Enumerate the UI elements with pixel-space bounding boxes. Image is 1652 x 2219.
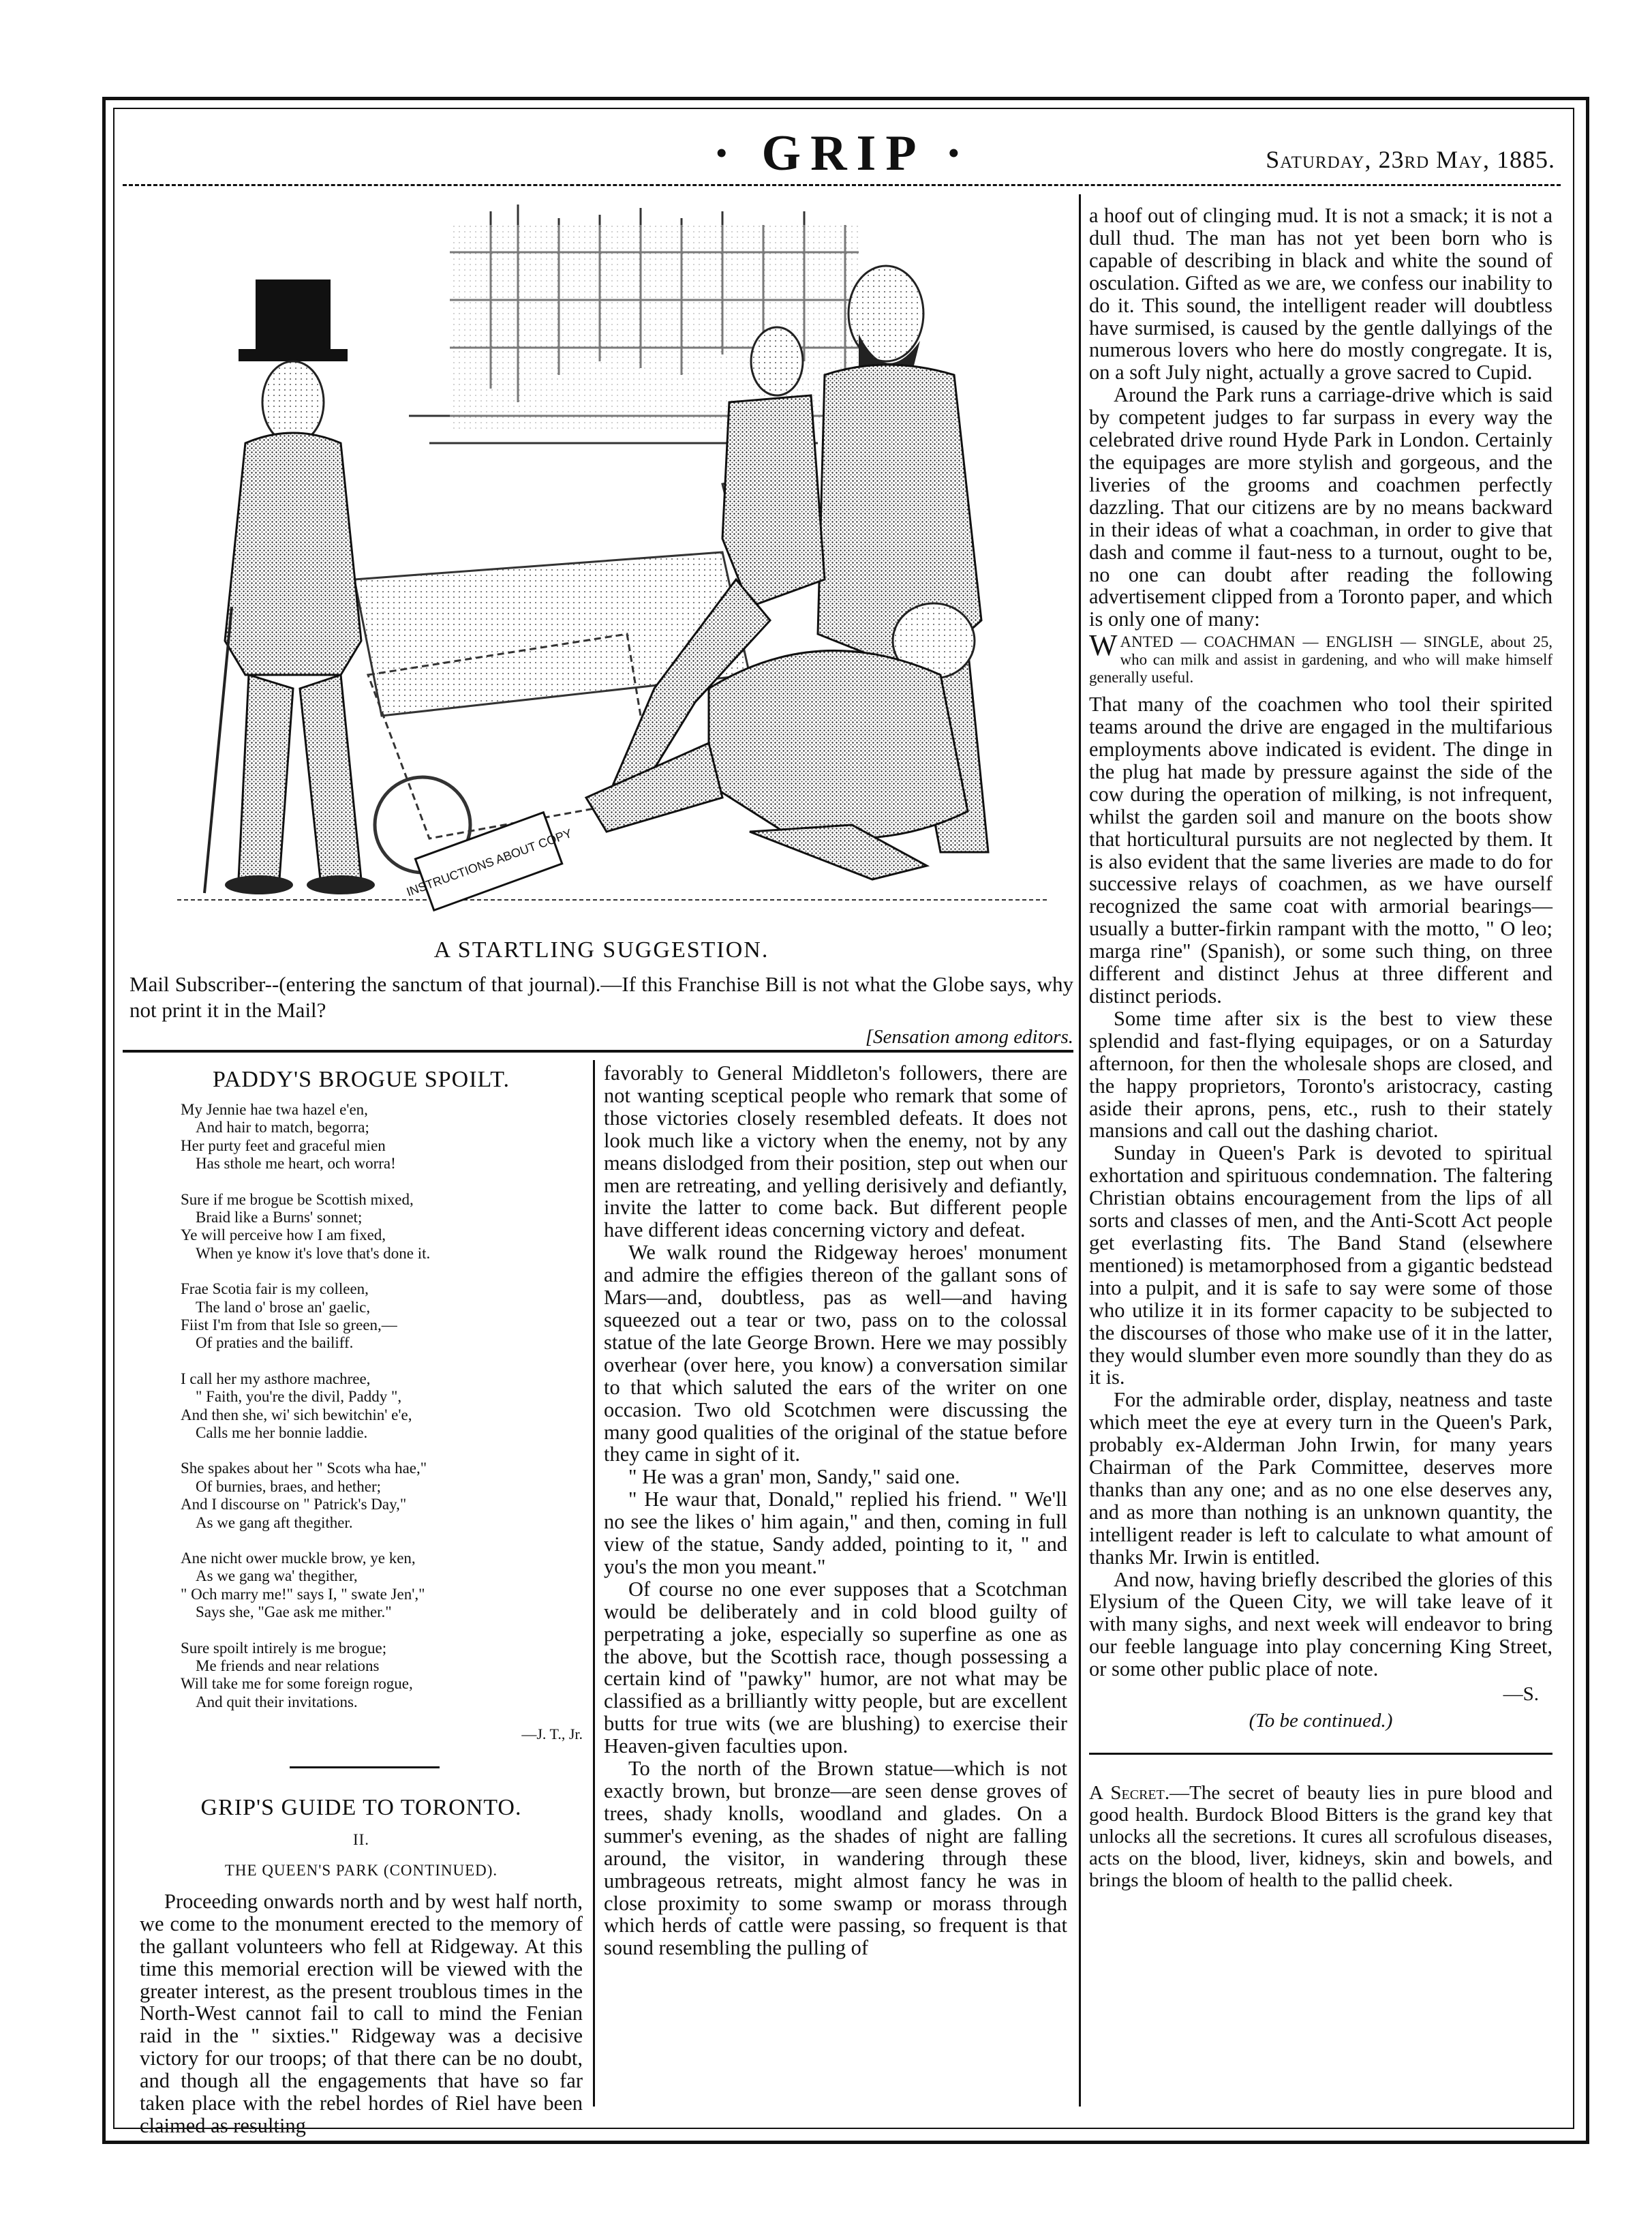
poem-line: Fiist I'm from that Isle so green,— [181,1316,397,1333]
secret-rule [1089,1753,1552,1755]
column-1 [140,1069,583,2137]
paragraph: Proceeding onwards north and by west half north, we come to the monument erected to the memory of the gallant volunteers who fell at Ridgeway. At this time this memorial erection will be viewed with the greater interest, as the present troublous times in the North-West cannot fail to call to mind the Fenian raid in the " sixties." Ridgeway was a decisive victory for our troops; of that there can be no doubt, and though all the engagements that have so far taken place with the rebel hordes of Riel have been claimed as resulting [140,1889,583,2137]
coachman-advertisement [1089,629,1552,686]
column-3 [1089,205,1552,1891]
paragraph: Some time after six is the best to view these splendid and fast-flying equipages, or on a Saturday afternoon, for then the wholesale shops are closed, and the happy proprietors, Toronto's aristocracy, casting aside their aprons, pens, etc., rush to their stately mansions and call out the dashing chariot. [1089,1006,1552,1143]
paragraph: favorably to General Middleton's followers, there are not wanting sceptical people who remark that some of those victories closely resembled defeats. It does not look much like a victory when the enemy, not by any means dislodged from their position, step out when our men are retreating, and yelling derisively and defiantly, invite the latter to come back. But different people have different ideas concerning victory and defeat. [604,1061,1067,1242]
poem-line: " Faith, you're the divil, Paddy ", [196,1388,402,1406]
poem-line: Of burnies, braes, and hether; [196,1477,382,1495]
guide-signature: —S. [1503,1683,1539,1706]
poem-stanza [181,1191,583,1263]
secret-lead: A Secret. [1089,1781,1170,1804]
column-2 [604,1062,1067,1959]
paragraph: Around the Park runs a carriage-drive which is said by competent judges to far surpass in every way the celebrated drive round Hyde Park in London. Certainly the equipages are more stylish and gorgeous, and the liveries of the grooms and coachmen perfectly dazzling. That our citizens are by no means backward in their ideas of what a coachman, in order to give that dash and comme il faut-ness to a turnout, ought to be, no one can doubt after reading the following advertisement clipped from a Toronto paper, and which is only one of many: [1089,383,1552,631]
poem-line: Sure spoilt intirely is me brogue; [181,1639,387,1657]
to-be-continued: (To be continued.) [1249,1710,1393,1732]
masthead-title: · GRIP · [713,125,972,181]
poem-line: And I discourse on " Patrick's Day," [181,1496,407,1513]
poem-line: I call her my asthore machree, [181,1370,371,1387]
cartoon-text: Mail Subscriber--(entering the sanctum of that journal).—If this Franchise Bill is not what the Globe says, why not print it in the Mail? [129,972,1073,1022]
poem-end-rule [290,1766,440,1768]
poem-line: Frae Scotia fair is my colleen, [181,1280,369,1298]
poem-body [181,1101,583,1711]
poem-stanza [181,1280,583,1353]
guide-column-2-text [604,1062,1067,1959]
ad-text: ANTED — COACHMAN — ENGLISH — SINGLE, about 25, who can milk and assist in gardening, and who will make himself generally useful. [1089,633,1552,686]
poem-signature: —J. T., Jr. [521,1725,583,1743]
paragraph: That many of the coachmen who tool their spirited teams around the drive are engaged in the multifarious employments above indicated is evident. The dinge in the plug hat made by pressure against the side of the cow during the operation of milking, is not infrequent, whilst the garden soil and manure on the boots show that horticultural pursuits are not neglected by them. It is also evident that the same liveries are made to do for successive relays of coachmen, as we have ourself recognized the same coat with armorial bearings—usually a butter-firkin rampant with the motto, " O leo; marga rine" (Spanish), or some such thing, on three different and distinct Jehus at three different and distinct periods. [1089,693,1552,1008]
poem-line: And hair to match, begorra; [196,1119,369,1136]
poem-stanza [181,1460,583,1532]
cartoon-title: A STARTLING SUGGESTION. [433,937,769,963]
poem-line: Sure if me brogue be Scottish mixed, [181,1190,414,1208]
cartoon-bottom-rule [123,1050,1073,1053]
poem-line: Her purty feet and graceful mien [181,1136,386,1154]
guide-number: II. [352,1831,370,1849]
masthead-date: Saturday, 23rd May, 1885. [1266,146,1555,173]
paragraph: Sunday in Queen's Park is devoted to spiritual exhortation and spirituous condemnation. The faltering Christian obtains encouragement from the lips of all sorts and classes of men, and the Anti-Scott Act people get everlasting fits. The Band Stand (elsewhere mentioned) is metamorphosed from a gigantic bedstead into a pulpit, and it is safe to say were some of those who utilize it in its former capacity to be subjected to the discourses of those who make use of it in the latter, they would slumber even more soundly than they do as it is. [1089,1141,1552,1389]
poem-line: " Och marry me!" says I, " swate Jen'," [181,1585,425,1603]
guide-subtitle: THE QUEEN'S PARK (CONTINUED). [224,1862,498,1879]
paragraph: We walk round the Ridgeway heroes' monument and admire the effigies thereon of the gallant sons of Mars—and, doubtless, pas as well—and having squeezed out a tear or two, pass on to the colossal statue of the late George Brown. Here we may possibly overhear (over here, you know) a conversation similar to that which saluted the ears of the writer on one occasion. Two old Scotchmen were discussing the many good qualities of the original of the statue before they came in sight of it. [604,1241,1067,1466]
poem-stanza [181,1550,583,1622]
masthead-rule [123,184,1561,186]
right-column-divider [1079,194,1081,2107]
poem-line: Of praties and the bailiff. [196,1334,354,1352]
left-column-divider [593,1060,595,2107]
poem-line: And quit their invitations. [196,1693,358,1710]
paragraph: " He waur that, Donald," replied his friend. " We'll no see the likes o' him again," and then, coming in full view of the statue, Sandy added, pointing to it, " and you's the mon you meant." [604,1488,1067,1578]
poem-line: Ye will perceive how I am fixed, [181,1226,386,1244]
poem-stanza [181,1640,583,1712]
cartoon-caption [129,937,1073,1048]
poem-stanza [181,1101,583,1173]
cartoon-credit: [Sensation among editors. [865,1026,1073,1048]
poem-line: Says she, "Gae ask me mither." [196,1603,392,1621]
cartoon-sign-text: INSTRUCTIONS ABOUT COPY [404,826,574,899]
poem-stanza [181,1370,583,1443]
poem-line: As we gang wa' thegither, [196,1567,358,1585]
cartoon-illustration [136,198,1063,931]
guide-title: GRIP'S GUIDE TO TORONTO. [200,1795,522,1821]
guide-column-3-text-b [1089,693,1552,1680]
poem-line: Braid like a Burns' sonnet; [196,1208,363,1226]
poem-line: Calls me her bonnie laddie. [196,1424,368,1441]
paragraph: " He was a gran' mon, Sandy," said one. [628,1465,960,1489]
secret-text: —The secret of beauty lies in pure blood and good health. Burdock Blood Bitters is the grand key that unlocks all the secretions. It cures all scrofulous diseases, acts on the blood, liver, kidneys, skin and bowels, and brings the bloom of health to the pallid cheek. [1089,1781,1552,1891]
paragraph: To the north of the Brown statue—which is not exactly brown, but bronze—are seen dense groves of trees, shady knolls, woodland and glades. On a summer's evening, as the shades of night are falling around, the visitor, in wandering through these umbrageous retreats, might almost fancy he was in close proximity to some swamp or morass through which herds of cattle were passing, so frequent is that sound resembling the pulling of [604,1757,1067,1960]
poem-line: When ye know it's love that's done it. [196,1244,431,1262]
cartoon-drawing [136,198,1063,931]
paragraph: Of course no one ever supposes that a Scotchman would be deliberately and in cold blood guilty of perpetrating a joke, especially so superfine as one as the above, but the Scottish race, though possessing a certain kind of "pawky" humor, are not what may be classified as a brilliantly witty people, but are excellent butts for true wits (we are blushing) to exercise their Heaven-given faculties upon. [604,1577,1067,1758]
poem-line: She spakes about her " Scots wha hae," [181,1460,427,1477]
poem-line: Has sthole me heart, och worra! [196,1155,396,1173]
guide-column-1-text [140,1890,583,2137]
poem-line: Will take me for some foreign rogue, [181,1675,413,1693]
ad-initial: W [1089,629,1118,663]
paragraph: For the admirable order, display, neatness and taste which meet the eye at every turn in the Queen's Park, probably ex-Alderman John Irwin, for many years Chairman of the Park Committee, deserves more thanks than any one; and as no one else deserves any, and as more than nothing is an unknown quantity, the intelligent reader is left to calculate to what amount of thanks Mr. Irwin is entitled. [1089,1388,1552,1569]
poem-line: As we gang aft thegither. [196,1513,353,1531]
secret-notice [1089,1782,1552,1891]
paragraph: And now, having briefly described the glories of this Elysium of the Queen City, we will take leave of it with many sighs, and next week will endeavor to bring our feeble language into play concerning King Street, or some other public place of note. [1089,1567,1552,1681]
poem-line: Ane nicht ower muckle brow, ye ken, [181,1550,416,1567]
guide-column-3-text-a [1089,205,1552,631]
poem-line: Me friends and near relations [196,1657,380,1675]
poem-line: My Jennie hae twa hazel e'en, [181,1100,368,1118]
paragraph: a hoof out of clinging mud. It is not a smack; it is not a dull thud. The man has not yet been born who is capable of describing in black and white the sound of osculation. Gifted as we are, we confess our inability to do it. This sound, the intelligent reader will doubtless have surmised, is caused by the gentle dallyings of the numerous lovers who here do mostly congregate. It is, on a soft July night, actually a grove sacred to Cupid. [1089,204,1552,384]
poem-line: The land o' brose an' gaelic, [196,1298,371,1316]
masthead [123,112,1562,191]
poem-title: PADDY'S BROGUE SPOILT. [213,1067,510,1092]
poem-line: And then she, wi' sich bewitchin' e'e, [181,1406,412,1423]
